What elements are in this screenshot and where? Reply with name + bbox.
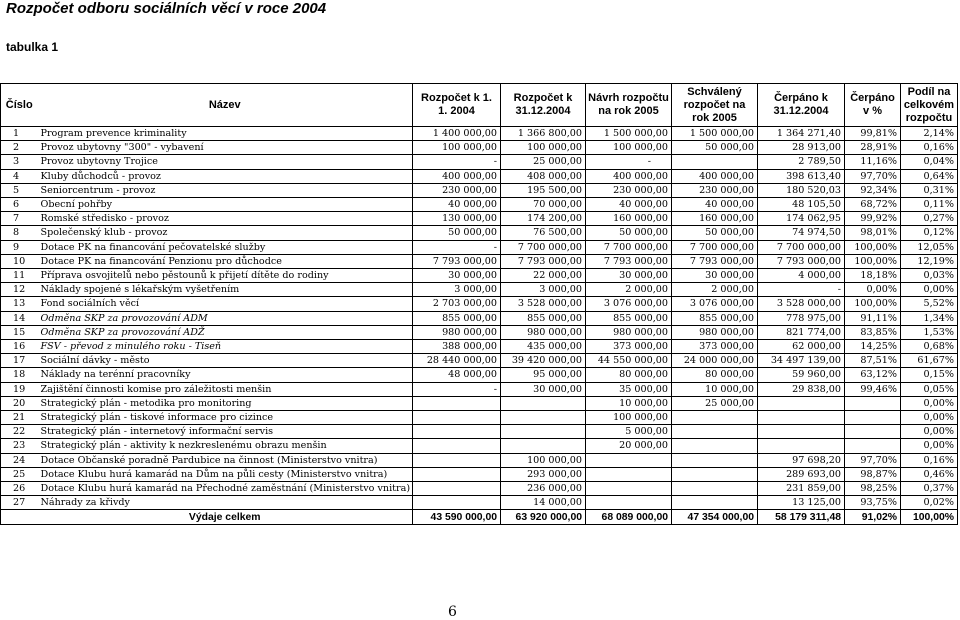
cell-number: 4 <box>1 169 38 183</box>
cell-cerpano: 821 774,00 <box>758 325 845 339</box>
cell-number: 21 <box>1 411 38 425</box>
cell-name: Příprava osvojitelů nebo pěstounů k přijetí dítěte do rodiny <box>38 269 413 283</box>
cell-rozpocet-1-1: 855 000,00 <box>413 311 501 325</box>
cell-podil: 0,11% <box>901 198 958 212</box>
table-row <box>1 297 958 311</box>
cell-cerpano-pct: 100,00% <box>845 254 901 268</box>
cell-rozpocet-31-12: 39 420 000,00 <box>501 354 586 368</box>
cell-navrh: 10 000,00 <box>586 396 672 410</box>
cell-schvaleny: 30 000,00 <box>672 269 758 283</box>
cell-navrh: 100 000,00 <box>586 411 672 425</box>
cell-rozpocet-31-12: 14 000,00 <box>501 496 586 510</box>
table-row <box>1 212 958 226</box>
cell-rozpocet-31-12: 76 500,00 <box>501 226 586 240</box>
cell-schvaleny <box>672 155 758 169</box>
cell-podil: 0,68% <box>901 340 958 354</box>
cell-rozpocet-31-12: 1 366 800,00 <box>501 127 586 141</box>
cell-podil: 0,00% <box>901 439 958 453</box>
cell-cerpano: 62 000,00 <box>758 340 845 354</box>
cell-rozpocet-31-12: 195 500,00 <box>501 183 586 197</box>
cell-schvaleny: 7 700 000,00 <box>672 240 758 254</box>
table-row <box>1 425 958 439</box>
cell-number: 20 <box>1 396 38 410</box>
cell-schvaleny <box>672 467 758 481</box>
cell-number: 5 <box>1 183 38 197</box>
cell-navrh: 373 000,00 <box>586 340 672 354</box>
cell-name: Společenský klub - provoz <box>38 226 413 240</box>
table-row <box>1 269 958 283</box>
cell-podil: 0,04% <box>901 155 958 169</box>
cell-number: 24 <box>1 453 38 467</box>
cell-rozpocet-1-1: 40 000,00 <box>413 198 501 212</box>
cell-cerpano: 2 789,50 <box>758 155 845 169</box>
cell-podil: 0,00% <box>901 425 958 439</box>
cell-navrh: 20 000,00 <box>586 439 672 453</box>
cell-rozpocet-1-1: 130 000,00 <box>413 212 501 226</box>
cell-podil: 0,27% <box>901 212 958 226</box>
cell-schvaleny: 230 000,00 <box>672 183 758 197</box>
total-cerp: 58 179 311,48 <box>758 510 845 525</box>
cell-cerpano-pct <box>845 411 901 425</box>
cell-cerpano-pct <box>845 425 901 439</box>
cell-cerpano-pct: 98,87% <box>845 467 901 481</box>
cell-rozpocet-1-1: 3 000,00 <box>413 283 501 297</box>
cell-podil: 0,16% <box>901 453 958 467</box>
cell-podil: 0,64% <box>901 169 958 183</box>
cell-cerpano-pct: 0,00% <box>845 283 901 297</box>
cell-cerpano: 59 960,00 <box>758 368 845 382</box>
cell-rozpocet-31-12: 30 000,00 <box>501 382 586 396</box>
cell-schvaleny: 3 076 000,00 <box>672 297 758 311</box>
cell-number: 2 <box>1 141 38 155</box>
cell-navrh: 80 000,00 <box>586 368 672 382</box>
cell-schvaleny: 373 000,00 <box>672 340 758 354</box>
cell-podil: 0,00% <box>901 411 958 425</box>
cell-name: Odměna SKP za provozování ADM <box>38 311 413 325</box>
cell-rozpocet-1-1: 30 000,00 <box>413 269 501 283</box>
cell-cerpano: 7 700 000,00 <box>758 240 845 254</box>
cell-cerpano-pct <box>845 396 901 410</box>
cell-cerpano: 4 000,00 <box>758 269 845 283</box>
header-rozpocet-1-1: Rozpočet k 1. 1. 2004 <box>413 84 501 127</box>
header-nazev: Název <box>38 84 413 127</box>
table-body <box>1 127 958 525</box>
cell-number: 6 <box>1 198 38 212</box>
cell-number: 27 <box>1 496 38 510</box>
cell-number: 10 <box>1 254 38 268</box>
total-row <box>1 510 958 525</box>
header-schvaleny: Schválený rozpočet na rok 2005 <box>672 84 758 127</box>
cell-navrh: 50 000,00 <box>586 226 672 240</box>
cell-number: 19 <box>1 382 38 396</box>
table-row <box>1 396 958 410</box>
cell-schvaleny: 10 000,00 <box>672 382 758 396</box>
cell-number: 8 <box>1 226 38 240</box>
cell-rozpocet-1-1: 50 000,00 <box>413 226 501 240</box>
cell-rozpocet-31-12: 174 200,00 <box>501 212 586 226</box>
cell-rozpocet-1-1 <box>413 396 501 410</box>
cell-schvaleny: 50 000,00 <box>672 226 758 240</box>
cell-rozpocet-31-12: 70 000,00 <box>501 198 586 212</box>
cell-number: 7 <box>1 212 38 226</box>
cell-rozpocet-31-12: 293 000,00 <box>501 467 586 481</box>
table-row <box>1 382 958 396</box>
cell-cerpano: - <box>758 283 845 297</box>
table-row <box>1 354 958 368</box>
cell-podil: 0,16% <box>901 141 958 155</box>
cell-rozpocet-1-1: 400 000,00 <box>413 169 501 183</box>
cell-name: Náklady na terénní pracovníky <box>38 368 413 382</box>
cell-schvaleny: 7 793 000,00 <box>672 254 758 268</box>
total-cell-empty <box>1 510 38 525</box>
cell-number: 1 <box>1 127 38 141</box>
cell-cerpano: 1 364 271,40 <box>758 127 845 141</box>
cell-number: 12 <box>1 283 38 297</box>
cell-rozpocet-31-12: 3 528 000,00 <box>501 297 586 311</box>
cell-cerpano: 3 528 000,00 <box>758 297 845 311</box>
cell-cerpano-pct: 11,16% <box>845 155 901 169</box>
total-schv: 47 354 000,00 <box>672 510 758 525</box>
cell-name: Dotace Klubu hurá kamarád na Přechodné zaměstnání (Ministerstvo vnitra) <box>38 482 413 496</box>
cell-schvaleny <box>672 482 758 496</box>
cell-cerpano-pct: 83,85% <box>845 325 901 339</box>
cell-cerpano-pct: 99,81% <box>845 127 901 141</box>
header-navrh: Návrh rozpočtu na rok 2005 <box>586 84 672 127</box>
cell-name: Dotace PK na financování pečovatelské služby <box>38 240 413 254</box>
table-row <box>1 368 958 382</box>
cell-navrh: 35 000,00 <box>586 382 672 396</box>
cell-cerpano-pct: 98,01% <box>845 226 901 240</box>
cell-schvaleny: 80 000,00 <box>672 368 758 382</box>
cell-cerpano-pct: 99,46% <box>845 382 901 396</box>
cell-navrh: 30 000,00 <box>586 269 672 283</box>
cell-podil: 12,19% <box>901 254 958 268</box>
table-row <box>1 183 958 197</box>
cell-rozpocet-1-1 <box>413 467 501 481</box>
cell-rozpocet-1-1: - <box>413 382 501 396</box>
cell-cerpano: 174 062,95 <box>758 212 845 226</box>
cell-navrh: 3 076 000,00 <box>586 297 672 311</box>
cell-rozpocet-31-12: 7 700 000,00 <box>501 240 586 254</box>
cell-cerpano-pct: 63,12% <box>845 368 901 382</box>
cell-number: 9 <box>1 240 38 254</box>
cell-podil: 0,00% <box>901 283 958 297</box>
total-r1: 43 590 000,00 <box>413 510 501 525</box>
cell-cerpano: 97 698,20 <box>758 453 845 467</box>
cell-navrh: 7 793 000,00 <box>586 254 672 268</box>
cell-cerpano <box>758 439 845 453</box>
total-podil: 100,00% <box>901 510 958 525</box>
cell-schvaleny <box>672 453 758 467</box>
cell-cerpano: 398 613,40 <box>758 169 845 183</box>
cell-cerpano: 180 520,03 <box>758 183 845 197</box>
cell-navrh: 44 550 000,00 <box>586 354 672 368</box>
cell-schvaleny <box>672 496 758 510</box>
cell-schvaleny: 2 000,00 <box>672 283 758 297</box>
cell-schvaleny: 400 000,00 <box>672 169 758 183</box>
cell-name: Provoz ubytovny "300" - vybavení <box>38 141 413 155</box>
cell-name: Odměna SKP za provozování ADŽ <box>38 325 413 339</box>
cell-navrh: 400 000,00 <box>586 169 672 183</box>
cell-rozpocet-1-1: 1 400 000,00 <box>413 127 501 141</box>
cell-navrh: 1 500 000,00 <box>586 127 672 141</box>
cell-number: 14 <box>1 311 38 325</box>
cell-rozpocet-1-1 <box>413 425 501 439</box>
cell-rozpocet-1-1 <box>413 411 501 425</box>
cell-navrh <box>586 453 672 467</box>
cell-cerpano <box>758 396 845 410</box>
cell-schvaleny: 160 000,00 <box>672 212 758 226</box>
cell-schvaleny <box>672 439 758 453</box>
cell-cerpano: 48 105,50 <box>758 198 845 212</box>
cell-rozpocet-31-12: 100 000,00 <box>501 141 586 155</box>
cell-cerpano-pct: 99,92% <box>845 212 901 226</box>
cell-schvaleny: 50 000,00 <box>672 141 758 155</box>
cell-navrh: 5 000,00 <box>586 425 672 439</box>
cell-cerpano-pct: 100,00% <box>845 240 901 254</box>
cell-name: Dotace Klubu hurá kamarád na Dům na půli cesty (Ministerstvo vnitra) <box>38 467 413 481</box>
cell-schvaleny: 24 000 000,00 <box>672 354 758 368</box>
cell-number: 3 <box>1 155 38 169</box>
cell-navrh: - <box>586 155 672 169</box>
cell-name: Náklady spojené s lékařským vyšetřením <box>38 283 413 297</box>
cell-schvaleny <box>672 411 758 425</box>
cell-navrh: 980 000,00 <box>586 325 672 339</box>
cell-cerpano: 289 693,00 <box>758 467 845 481</box>
header-cerpano-pct: Čerpáno v % <box>845 84 901 127</box>
table-row <box>1 226 958 240</box>
cell-rozpocet-31-12 <box>501 411 586 425</box>
cell-number: 11 <box>1 269 38 283</box>
cell-cerpano-pct <box>845 439 901 453</box>
cell-name: Seniorcentrum - provoz <box>38 183 413 197</box>
cell-cerpano-pct: 91,11% <box>845 311 901 325</box>
cell-name: Fond sociálních věcí <box>38 297 413 311</box>
cell-podil: 0,03% <box>901 269 958 283</box>
cell-rozpocet-31-12: 980 000,00 <box>501 325 586 339</box>
cell-rozpocet-31-12 <box>501 439 586 453</box>
cell-schvaleny: 40 000,00 <box>672 198 758 212</box>
cell-rozpocet-1-1: 7 793 000,00 <box>413 254 501 268</box>
table-row <box>1 311 958 325</box>
cell-navrh: 230 000,00 <box>586 183 672 197</box>
cell-rozpocet-1-1: 28 440 000,00 <box>413 354 501 368</box>
cell-rozpocet-1-1: 388 000,00 <box>413 340 501 354</box>
cell-navrh <box>586 496 672 510</box>
cell-navrh: 7 700 000,00 <box>586 240 672 254</box>
cell-cerpano: 34 497 139,00 <box>758 354 845 368</box>
cell-name: Strategický plán - internetový informační servis <box>38 425 413 439</box>
cell-podil: 0,00% <box>901 396 958 410</box>
cell-name: Strategický plán - metodika pro monitoring <box>38 396 413 410</box>
cell-rozpocet-1-1: - <box>413 155 501 169</box>
cell-podil: 5,52% <box>901 297 958 311</box>
table-row <box>1 325 958 339</box>
cell-number: 18 <box>1 368 38 382</box>
cell-podil: 12,05% <box>901 240 958 254</box>
cell-name: FSV - převod z minulého roku - Tiseň <box>38 340 413 354</box>
cell-cerpano <box>758 425 845 439</box>
header-cerpano: Čerpáno k 31.12.2004 <box>758 84 845 127</box>
cell-rozpocet-31-12 <box>501 425 586 439</box>
cell-podil: 0,02% <box>901 496 958 510</box>
cell-rozpocet-31-12: 7 793 000,00 <box>501 254 586 268</box>
cell-name: Zajištění činnosti komise pro záležitosti menšin <box>38 382 413 396</box>
cell-rozpocet-31-12: 435 000,00 <box>501 340 586 354</box>
cell-name: Dotace PK na financování Penzionu pro důchodce <box>38 254 413 268</box>
cell-rozpocet-1-1: 980 000,00 <box>413 325 501 339</box>
cell-name: Romské středisko - provoz <box>38 212 413 226</box>
cell-cerpano-pct: 97,70% <box>845 453 901 467</box>
cell-name: Strategický plán - aktivity k nezkreslenému obrazu menšin <box>38 439 413 453</box>
cell-name: Kluby důchodců - provoz <box>38 169 413 183</box>
cell-rozpocet-31-12: 855 000,00 <box>501 311 586 325</box>
cell-number: 16 <box>1 340 38 354</box>
table-row <box>1 283 958 297</box>
cell-number: 25 <box>1 467 38 481</box>
cell-navrh: 40 000,00 <box>586 198 672 212</box>
table-row <box>1 198 958 212</box>
table-caption: tabulka 1 <box>6 40 59 54</box>
cell-name: Program prevence kriminality <box>38 127 413 141</box>
cell-cerpano: 778 975,00 <box>758 311 845 325</box>
cell-podil: 0,37% <box>901 482 958 496</box>
total-navrh: 68 089 000,00 <box>586 510 672 525</box>
cell-cerpano-pct: 28,91% <box>845 141 901 155</box>
cell-cerpano: 7 793 000,00 <box>758 254 845 268</box>
page-title: Rozpočet odboru sociálních věcí v roce 2004 <box>6 0 327 17</box>
cell-rozpocet-31-12: 22 000,00 <box>501 269 586 283</box>
cell-name: Provoz ubytovny Trojice <box>38 155 413 169</box>
table-row <box>1 411 958 425</box>
header-rozpocet-31-12: Rozpočet k 31.12.2004 <box>501 84 586 127</box>
cell-cerpano-pct: 98,25% <box>845 482 901 496</box>
header-podil: Podíl na celkovém rozpočtu <box>901 84 958 127</box>
table-row <box>1 482 958 496</box>
table-row <box>1 439 958 453</box>
total-pct: 91,02% <box>845 510 901 525</box>
cell-cerpano: 29 838,00 <box>758 382 845 396</box>
table-row <box>1 141 958 155</box>
cell-podil: 1,53% <box>901 325 958 339</box>
cell-name: Sociální dávky - město <box>38 354 413 368</box>
cell-rozpocet-31-12: 100 000,00 <box>501 453 586 467</box>
total-label: Výdaje celkem <box>38 510 413 525</box>
total-r2: 63 920 000,00 <box>501 510 586 525</box>
cell-name: Obecní pohřby <box>38 198 413 212</box>
cell-cerpano: 231 859,00 <box>758 482 845 496</box>
table-row <box>1 496 958 510</box>
table-row <box>1 453 958 467</box>
cell-navrh: 855 000,00 <box>586 311 672 325</box>
table-row <box>1 240 958 254</box>
cell-cerpano: 28 913,00 <box>758 141 845 155</box>
cell-rozpocet-31-12 <box>501 396 586 410</box>
cell-navrh: 2 000,00 <box>586 283 672 297</box>
table-row <box>1 340 958 354</box>
header-cislo: Číslo <box>1 84 38 127</box>
cell-cerpano-pct: 87,51% <box>845 354 901 368</box>
cell-cerpano-pct: 14,25% <box>845 340 901 354</box>
cell-podil: 0,46% <box>901 467 958 481</box>
cell-number: 17 <box>1 354 38 368</box>
cell-number: 15 <box>1 325 38 339</box>
cell-rozpocet-1-1 <box>413 482 501 496</box>
cell-schvaleny: 1 500 000,00 <box>672 127 758 141</box>
cell-number: 26 <box>1 482 38 496</box>
cell-podil: 0,15% <box>901 368 958 382</box>
table-row <box>1 127 958 141</box>
cell-rozpocet-31-12: 95 000,00 <box>501 368 586 382</box>
cell-navrh: 160 000,00 <box>586 212 672 226</box>
cell-podil: 0,31% <box>901 183 958 197</box>
cell-podil: 0,05% <box>901 382 958 396</box>
cell-cerpano-pct: 97,70% <box>845 169 901 183</box>
cell-cerpano-pct: 100,00% <box>845 297 901 311</box>
cell-rozpocet-1-1: 48 000,00 <box>413 368 501 382</box>
cell-rozpocet-1-1: 230 000,00 <box>413 183 501 197</box>
cell-rozpocet-31-12: 25 000,00 <box>501 155 586 169</box>
cell-number: 22 <box>1 425 38 439</box>
cell-rozpocet-1-1 <box>413 439 501 453</box>
cell-podil: 0,12% <box>901 226 958 240</box>
table-row <box>1 155 958 169</box>
cell-cerpano <box>758 411 845 425</box>
table-row <box>1 467 958 481</box>
cell-cerpano-pct: 92,34% <box>845 183 901 197</box>
header-row <box>1 84 958 127</box>
cell-rozpocet-31-12: 3 000,00 <box>501 283 586 297</box>
cell-schvaleny: 25 000,00 <box>672 396 758 410</box>
cell-rozpocet-31-12: 236 000,00 <box>501 482 586 496</box>
cell-cerpano: 74 974,50 <box>758 226 845 240</box>
cell-number: 13 <box>1 297 38 311</box>
cell-name: Strategický plán - tiskové informace pro cizince <box>38 411 413 425</box>
cell-schvaleny <box>672 425 758 439</box>
cell-rozpocet-31-12: 408 000,00 <box>501 169 586 183</box>
cell-cerpano-pct: 68,72% <box>845 198 901 212</box>
cell-podil: 1,34% <box>901 311 958 325</box>
cell-schvaleny: 855 000,00 <box>672 311 758 325</box>
cell-navrh <box>586 467 672 481</box>
cell-schvaleny: 980 000,00 <box>672 325 758 339</box>
cell-number: 23 <box>1 439 38 453</box>
cell-rozpocet-1-1: 2 703 000,00 <box>413 297 501 311</box>
cell-rozpocet-1-1 <box>413 453 501 467</box>
budget-table <box>0 83 958 525</box>
cell-navrh <box>586 482 672 496</box>
cell-podil: 61,67% <box>901 354 958 368</box>
page-number: 6 <box>448 604 457 620</box>
cell-rozpocet-1-1 <box>413 496 501 510</box>
cell-cerpano-pct: 18,18% <box>845 269 901 283</box>
cell-navrh: 100 000,00 <box>586 141 672 155</box>
cell-name: Náhrady za křivdy <box>38 496 413 510</box>
table-row <box>1 169 958 183</box>
cell-podil: 2,14% <box>901 127 958 141</box>
cell-name: Dotace Občanské poradně Pardubice na činnost (Ministerstvo vnitra) <box>38 453 413 467</box>
cell-cerpano-pct: 93,75% <box>845 496 901 510</box>
cell-rozpocet-1-1: 100 000,00 <box>413 141 501 155</box>
cell-cerpano: 13 125,00 <box>758 496 845 510</box>
table-row <box>1 254 958 268</box>
cell-rozpocet-1-1: - <box>413 240 501 254</box>
